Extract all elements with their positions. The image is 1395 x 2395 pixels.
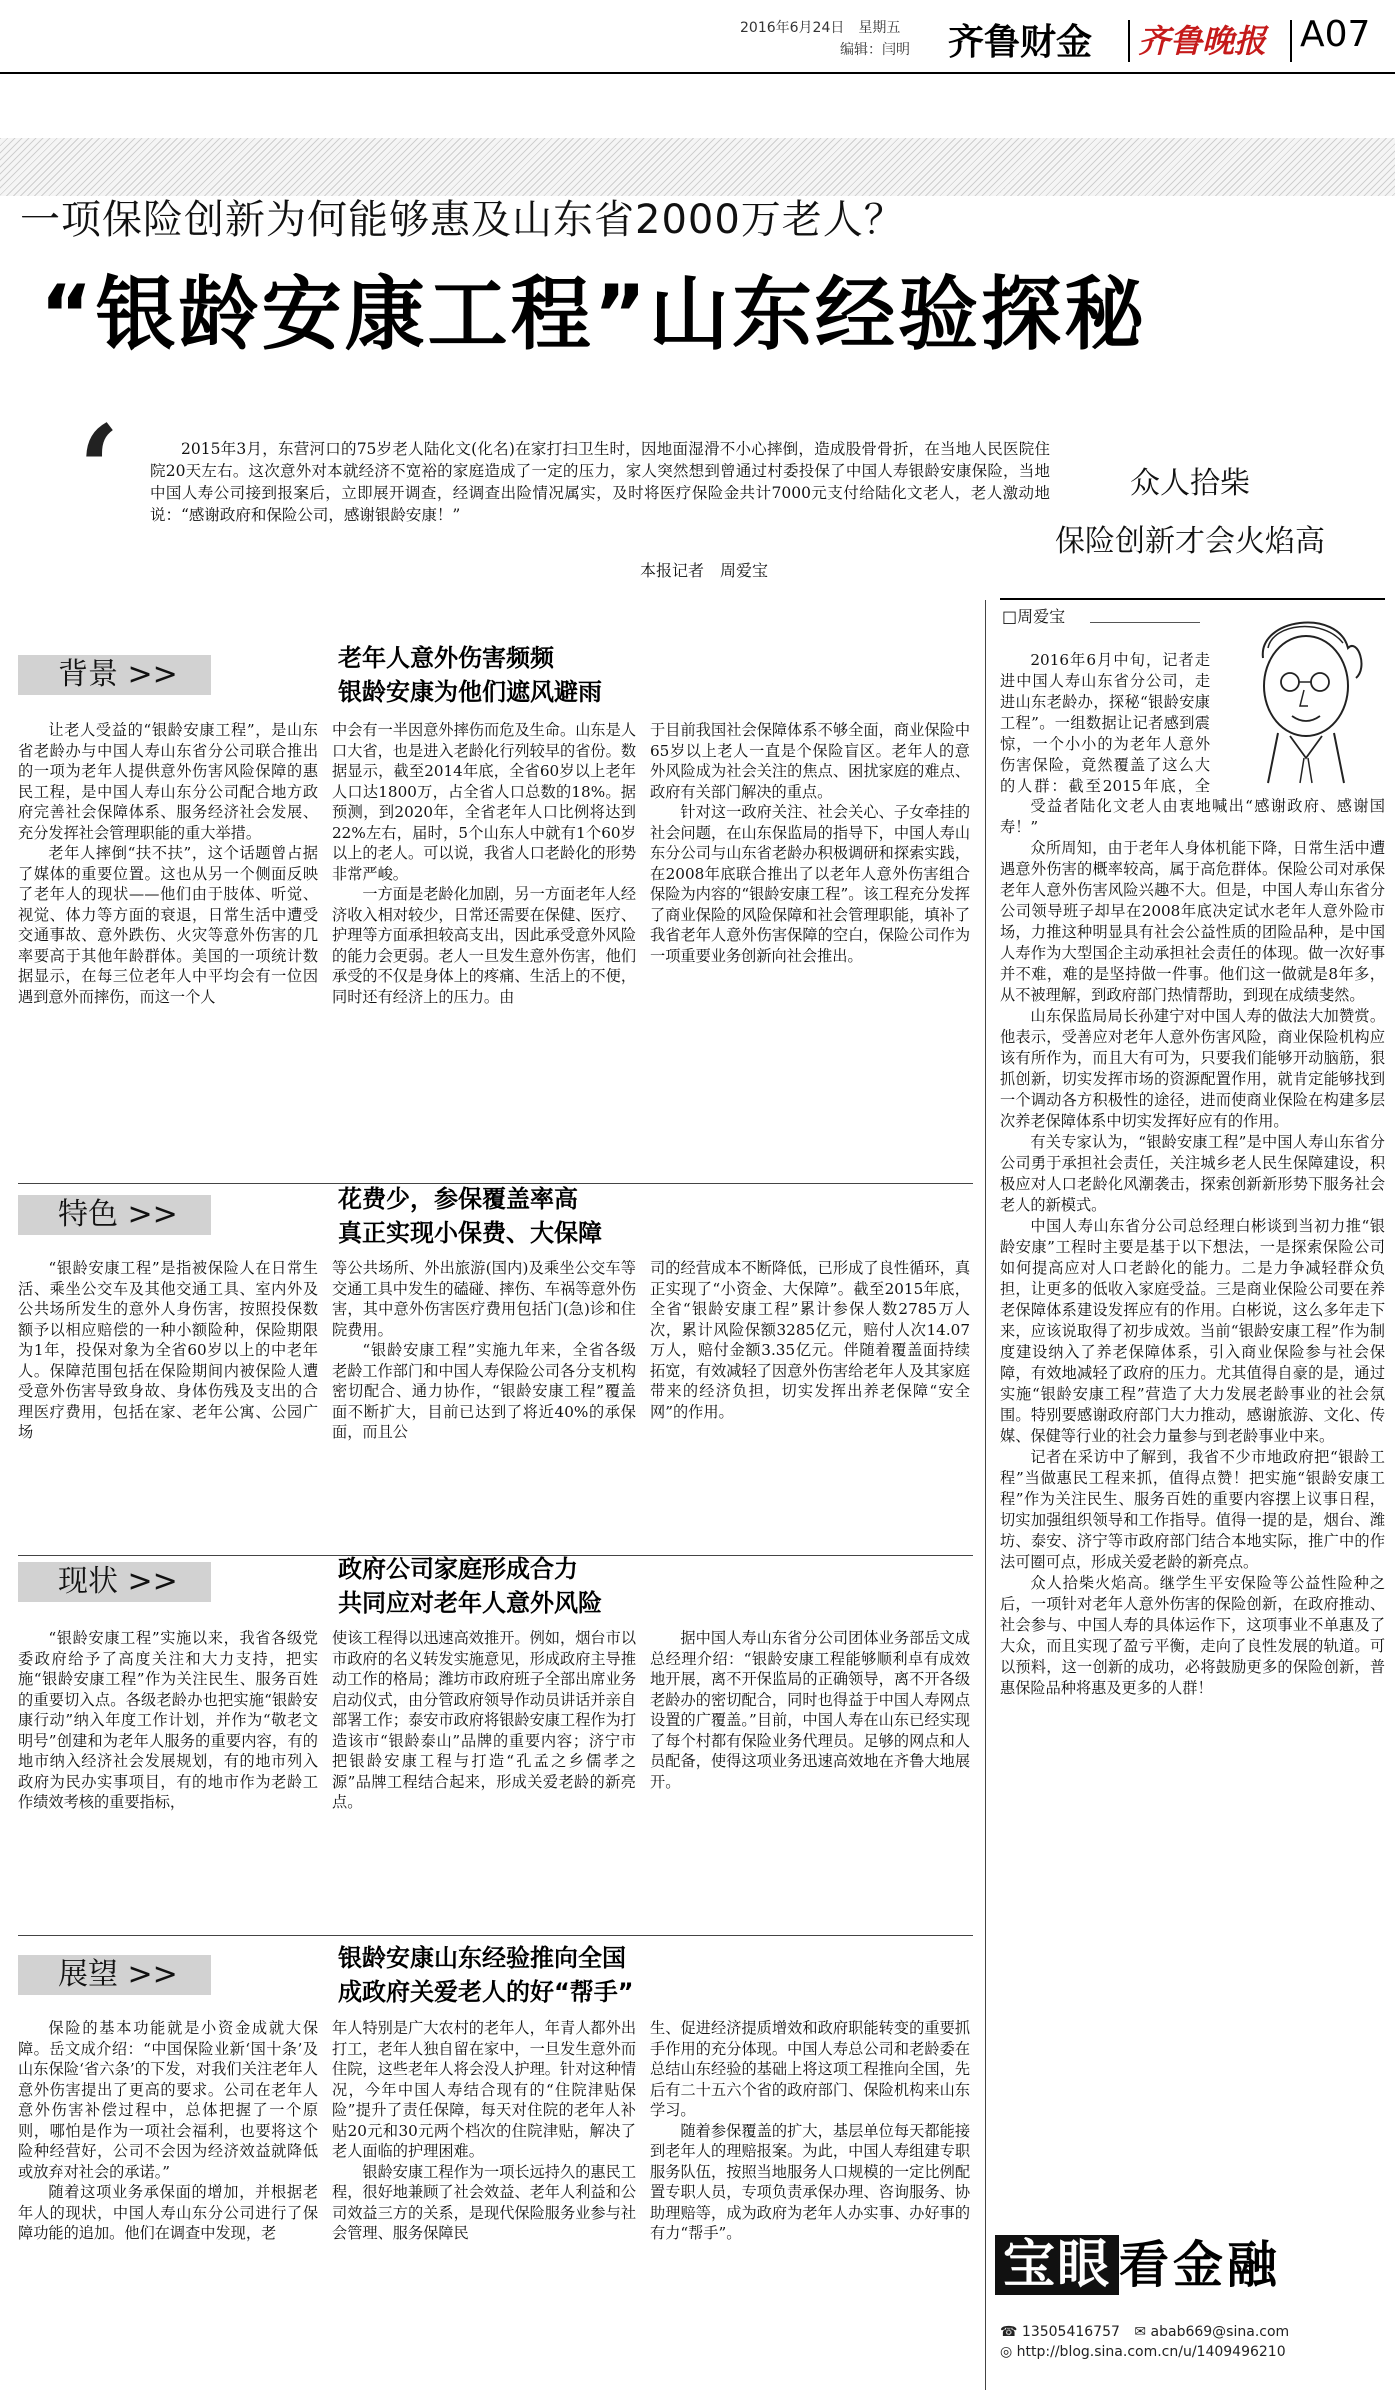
- column-author: □周爱宝: [1002, 607, 1066, 626]
- section-column: [18, 720, 318, 1175]
- brand-part2: 看金融: [1119, 2236, 1282, 2294]
- section-tab-features: 特色 >>: [18, 1195, 211, 1235]
- column-paragraph: 山东保监局局长孙建宁对中国人寿的做法大加赞赏。他表示，受善应对老年人意外伤害风险，商业保险机构应该有所作为，而且大有可为，只要我们能够开动脑筋，狠抓创新，切实发挥市场的资源配置作用，就肯定能够找到一个调动各方积极性的途径，进而使商业保险在构建多层次养老保障体系中切实发挥好应有的作用。: [1000, 1007, 1385, 1130]
- body-paragraph: 保险的基本功能就是小资金成就大保障。岳文成介绍：“中国保险业新‘国十条’及山东保险‘省六条’的下发，对我们关注老年人意外伤害提出了更高的要求。公司在老年人意外伤害补偿过程中，总体把握了一个原则，哪怕是作为一项社会福利，也要将这个险种经营好，公司不会因为经济效益就降低或放弃对社会的承诺。”: [18, 2019, 318, 2181]
- column-para-wrap-1: [1000, 650, 1210, 796]
- section-title-line2: 真正实现小保费、大保障: [338, 1219, 602, 1247]
- body-paragraph: 中会有一半因意外摔伤而危及生命。山东是人口大省，也是进入老龄化行列较早的省份。数据显示，截至2014年底，全省60岁以上老年人口达1800万，占全省人口总数的18%。据预测，到2020年，全省老年人口比例将达到22%左右，届时，5个山东人中就有1个60岁以上的老人。可以说，我省人口老龄化的形势非常严峻。: [332, 721, 636, 883]
- section-column: [332, 1628, 636, 1928]
- section-column: [332, 1258, 636, 1548]
- body-paragraph: 让老人受益的“银龄安康工程”，是山东省老龄办与中国人寿山东省分公司联合推出的一项为老年人提供意外伤害风险保障的惠民工程，是中国人寿山东分公司配合地方政府完善社会保障体系、服务经济社会发展、充分发挥社会管理职能的重大举措。: [18, 721, 318, 842]
- column-paragraph: 有关专家认为，“银龄安康工程”是中国人寿山东省分公司勇于承担社会责任，关注城乡老人民生保障建设，积极应对人口老龄化风潮袭击，探索创新新形势下服务社会老人的新模式。: [1000, 1133, 1385, 1214]
- issue-date: 2016年6月24日 星期五: [740, 20, 901, 36]
- section-column: [18, 1628, 318, 1928]
- lead-text: 2015年3月，东营河口的75岁老人陆化文(化名)在家打扫卫生时，因地面湿滑不小心摔倒，造成股骨骨折，在当地人民医院住院20天左右。这次意外对本就经济不宽裕的家庭造成了一定的压力，家人突然想到曾通过村委投保了中国人寿银龄安康保险，当地中国人寿公司接到报案后，立即展开调查，经调查出险情况属实，及时将医疗保险金共计7000元支付给陆化文老人，老人激动地说：“感谢政府和保险公司，感谢银龄安康！”: [150, 440, 1050, 524]
- section-title-line2: 银龄安康为他们遮风避雨: [338, 678, 602, 706]
- page-number: A07: [1300, 14, 1371, 55]
- body-paragraph: 银龄安康工程作为一项长远持久的惠民工程，很好地兼顾了社会效益、老年人利益和公司效益三方的关系，是现代保险服务业参与社会管理、服务保障民: [332, 2162, 636, 2242]
- body-paragraph: 老年人摔倒“扶不扶”，这个话题曾占据了媒体的重要位置。这也从另一个侧面反映了老年人的现状——他们由于肢体、听觉、视觉、体力等方面的衰退，日常生活中遭受交通事故、意外跌伤、火灾等意外伤害的几率要高于其他年龄群体。美国的一项统计数据显示，在每三位老年人中平均会有一位因遇到意外而摔伤，而这一个人: [18, 844, 318, 1006]
- brand-logo: [995, 2232, 1390, 2307]
- column-divider: [985, 600, 986, 2390]
- article-title: “银龄安康工程”山东经验探秘: [40, 268, 1148, 361]
- body-paragraph: 等公共场所、外出旅游(国内)及乘坐公交车等交通工具中发生的磕碰、摔伤、车祸等意外伤害，其中意外伤害医疗费用包括门(急)诊和住院费用。: [332, 1259, 636, 1339]
- section-tab-background: 背景 >>: [18, 655, 211, 695]
- blog-icon: ◎: [1000, 2344, 1013, 2360]
- column-paragraph: 受益者陆化文老人由衷地喊出“感谢政府、感谢国寿！”: [1000, 797, 1385, 836]
- body-paragraph: 随着这项业务承保面的增加，并根据老年人的现状，中国人寿山东分公司进行了保障功能的追加。他们在调查中发现，老: [18, 2183, 318, 2242]
- body-paragraph: 于目前我国社会保障体系不够全面，商业保险中65岁以上老人一直是个保险盲区。老年人的意外风险成为社会关注的焦点、困扰家庭的难点、政府有关部门解决的重点。: [650, 721, 970, 801]
- body-paragraph: “银龄安康工程”是指被保险人在日常生活、乘坐公交车及其他交通工具、室内外及公共场所发生的意外人身伤害，按照投保数额予以相应赔偿的一种小额险种，保险期限为1年，投保对象为全省60岁以上的中老年人。保障范围包括在保险期间内被保险人遭受意外伤害导致身故、身体伤残及支出的合理医疗费用，包括在家、老年公寓、公园广场: [18, 1259, 318, 1441]
- column-paragraph: 众所周知，由于老年人身体机能下降，日常生活中遭遇意外伤害的概率较高，属于高危群体。保险公司对承保老年人意外伤害风险兴趣不大。但是，中国人寿山东省分公司领导班子却早在2008年底决定试水老年人意外险市场，力推这种明显具有社会公益性质的团险品种，是中国人寿作为大型国企主动承担社会责任的体现。做一次好事并不难，难的是坚持做一件事。他们这一做就是8年多，从不被理解，到政府部门热情帮助，到现在成绩斐然。: [1000, 839, 1385, 1004]
- section-name: 齐鲁财金: [948, 22, 1093, 63]
- section-column: [650, 2018, 970, 2388]
- body-paragraph: “银龄安康工程”实施九年来，全省各级老龄工作部门和中国人寿保险公司各分支机构密切配合、通力协作，“银龄安康工程”覆盖面不断扩大，目前已达到了将近40%的承保面，而且公: [332, 1341, 636, 1441]
- body-paragraph: 随着参保覆盖的扩大，基层单位每天都能接到老年人的理赔报案。为此，中国人寿组建专职服务队伍，按照当地服务人口规模的一定比例配置专职人员，专项负责承保办理、咨询服务、协助理赔等，成为政府为老年人办实事、办好事的有力“帮手”。: [650, 2121, 970, 2242]
- section-column: [650, 1258, 970, 1548]
- column-heading-line2: 保险创新才会火焰高: [1055, 524, 1325, 559]
- section-column: [18, 2018, 318, 2388]
- masthead-divider: [1128, 20, 1130, 62]
- column-heading-line1: 众人拾柴: [1130, 466, 1250, 501]
- column-body: [1000, 796, 1385, 2206]
- body-paragraph: 针对这一政府关注、社会关心、子女牵挂的社会问题，在山东保监局的指导下，中国人寿山东分公司与山东省老龄办积极调研和探索实践，在2008年底联合推出了以老年人意外伤害组合保险为内容的“银龄安康工程”。该工程充分发挥了商业保险的风险保障和社会管理职能，填补了我省老年人意外伤害保障的空白，保险公司作为一项重要业务创新向社会推出。: [650, 803, 970, 965]
- section-title-line1: 老年人意外伤害频频: [338, 644, 554, 672]
- column-paragraph: 2016年6月中旬，记者走进中国人寿山东省分公司，走进山东老龄办，探秘“银龄安康工程”。一组数据让记者感到震惊，一个小小的为老年人意外伤害保险，竟然覆盖了这么大的人群：截至2015年底，全: [1000, 651, 1210, 795]
- email-icon: ✉: [1134, 2324, 1147, 2340]
- section-column: [650, 720, 970, 1175]
- section-title-line2: 共同应对老年人意外风险: [338, 1589, 602, 1617]
- masthead-divider-2: [1290, 20, 1292, 62]
- article-subtitle: 一项保险创新为何能够惠及山东省2000万老人？: [20, 197, 905, 243]
- newspaper-logo: 齐鲁晚报: [1138, 22, 1267, 60]
- author-caricature-icon: [1218, 598, 1388, 788]
- body-paragraph: 生、促进经济提质增效和政府职能转变的重要抓手作用的充分体现。中国人寿总公司和老龄委在总结山东经验的基础上将这项工程推向全国，先后有二十五六个省的政府部门、保险机构来山东学习。: [650, 2019, 970, 2119]
- body-paragraph: “银龄安康工程”实施以来，我省各级党委政府给予了高度关注和大力支持，把实施“银龄安康工程”作为关注民生、服务百姓的重要切入点。各级老龄办也把实施“银龄安康行动”纳入年度工作计划，并作为“敬老文明号”创建和为老年人服务的重要内容，有的地市纳入经济社会发展规划，有的地市列入政府为民办实事项目，有的地市作为老龄工作绩效考核的重要指标，: [18, 1629, 318, 1811]
- contact-email[interactable]: abab669@sina.com: [1150, 2324, 1290, 2340]
- section-tab-status: 现状 >>: [18, 1562, 211, 1602]
- brand-part1: 宝眼: [995, 2235, 1119, 2295]
- body-paragraph: 司的经营成本不断降低，已形成了良性循环，真正实现了“小资金、大保障”。截至2015年底，全省“银龄安康工程”累计参保人数2785万人次，累计风险保额3285亿元，赔付人次14.07万人，赔付金额3.35亿元。伴随着覆盖面持续拓宽，有效减轻了因意外伤害给老年人及其家庭带来的经济负担，切实发挥出养老保障“安全网”的作用。: [650, 1259, 970, 1421]
- contact-blog[interactable]: http://blog.sina.com.cn/u/1409496210: [1016, 2344, 1286, 2360]
- section-column: [332, 720, 636, 1175]
- author-underline: [1090, 622, 1200, 623]
- body-paragraph: 一方面是老龄化加剧，另一方面老年人经济收入相对较少，日常还需要在保健、医疗、护理等方面承担较高支出，因此承受意外风险的能力会更弱。老人一旦发生意外伤害，他们承受的不仅是身体上的疼痛、生活上的不便，同时还有经济上的压力。由: [332, 885, 636, 1006]
- lead-paragraph: [150, 438, 1050, 526]
- column-paragraph: 记者在采访中了解到，我省不少市地政府把“银龄工程”当做惠民工程来抓，值得点赞！把实施“银龄安康工程”作为关注民生、服务百姓的重要内容摆上议事日程，切实加强组织领导和工作指导。值得一提的是，烟台、潍坊、泰安、济宁等市政府部门结合本地实际，推广中的作法可圈可点，形成关爱老龄的新亮点。: [1000, 1448, 1385, 1571]
- contact-phone: 13505416757: [1021, 2324, 1120, 2340]
- section-title-line1: 政府公司家庭形成合力: [338, 1555, 578, 1583]
- column-paragraph: 众人拾柴火焰高。继学生平安保险等公益性险种之后，一项针对老年人意外伤害的保险创新，在政府推动、社会参与、中国人寿的具体运作下，这项事业不单惠及了大众，而且实现了盈亏平衡，走向了良性发展的轨道。可以预料，这一创新的成功，必将鼓励更多的保险创新，普惠保险品种将惠及更多的人群！: [1000, 1574, 1385, 1697]
- contact-info: [1000, 2322, 1390, 2362]
- section-title-line2: 成政府关爱老人的好“帮手”: [338, 1978, 634, 2006]
- body-paragraph: 年人特别是广大农村的老年人，年青人都外出打工，老年人独自留在家中，一旦发生意外而住院，这些老年人将会没人护理。针对这种情况，今年中国人寿结合现有的“住院津贴保险”提升了责任保障，每天对住院的老年人补贴20元和30元两个档次的住院津贴，解决了老人面临的护理困难。: [332, 2019, 636, 2160]
- editor-credit: 编辑：闫明: [840, 42, 910, 58]
- section-title-line1: 银龄安康山东经验推向全国: [338, 1944, 626, 1972]
- section-tab-outlook: 展望 >>: [18, 1955, 211, 1995]
- byline: 本报记者 周爱宝: [640, 561, 769, 580]
- column-paragraph: 中国人寿山东省分公司总经理白彬谈到当初力推“银龄安康”工程时主要是基于以下想法，一是探索保险公司如何提高应对人口老龄化的能力。二是力争减轻群众负担，让更多的低收入家庭受益。三是商业保险公司要在养老保障体系建设发挥应有的作用。白彬说，这么多年走下来，应该说取得了初步成效。当前“银龄安康工程”作为制度建设纳入了养老保障体系，引入商业保险参与社会保障，有效地减轻了政府的压力。尤其值得自豪的是，通过实施“银龄安康工程”营造了大力发展老龄事业的社会氛围。特别要感谢政府部门大力推动，感谢旅游、文化、传媒、保健等行业的社会力量参与到老龄事业中来。: [1000, 1217, 1385, 1445]
- masthead-rule: [0, 72, 1395, 74]
- body-paragraph: 据中国人寿山东省分公司团体业务部岳文成总经理介绍：“银龄安康工程能够顺利卓有成效地开展，离不开保监局的正确领导，离不开各级老龄办的密切配合，同时也得益于中国人寿网点设置的广覆盖。”目前，中国人寿在山东已经实现了每个村都有保险业务代理员。足够的网点和人员配备，使得这项业务迅速高效地在齐鲁大地展开。: [650, 1629, 970, 1791]
- section-column: [18, 1258, 318, 1548]
- phone-icon: ☎: [1000, 2324, 1018, 2340]
- section-column: [332, 2018, 636, 2388]
- quote-mark-icon: ‘: [78, 399, 120, 540]
- section-title-line1: 花费少，参保覆盖率高: [338, 1185, 578, 1213]
- section-divider: [18, 1935, 973, 1936]
- body-paragraph: 使该工程得以迅速高效推开。例如，烟台市以市政府的名义转发实施意见，形成政府主导推动工作的格局；潍坊市政府班子全部出席业务启动仪式，由分管政府领导作动员讲话并亲自部署工作；泰安市政府将银龄安康工程作为打造该市“银龄泰山”品牌的重要内容；济宁市把银龄安康工程与打造“孔孟之乡儒孝之源”品牌工程结合起来，形成关爱老龄的新亮点。: [332, 1629, 636, 1811]
- section-column: [650, 1628, 970, 1928]
